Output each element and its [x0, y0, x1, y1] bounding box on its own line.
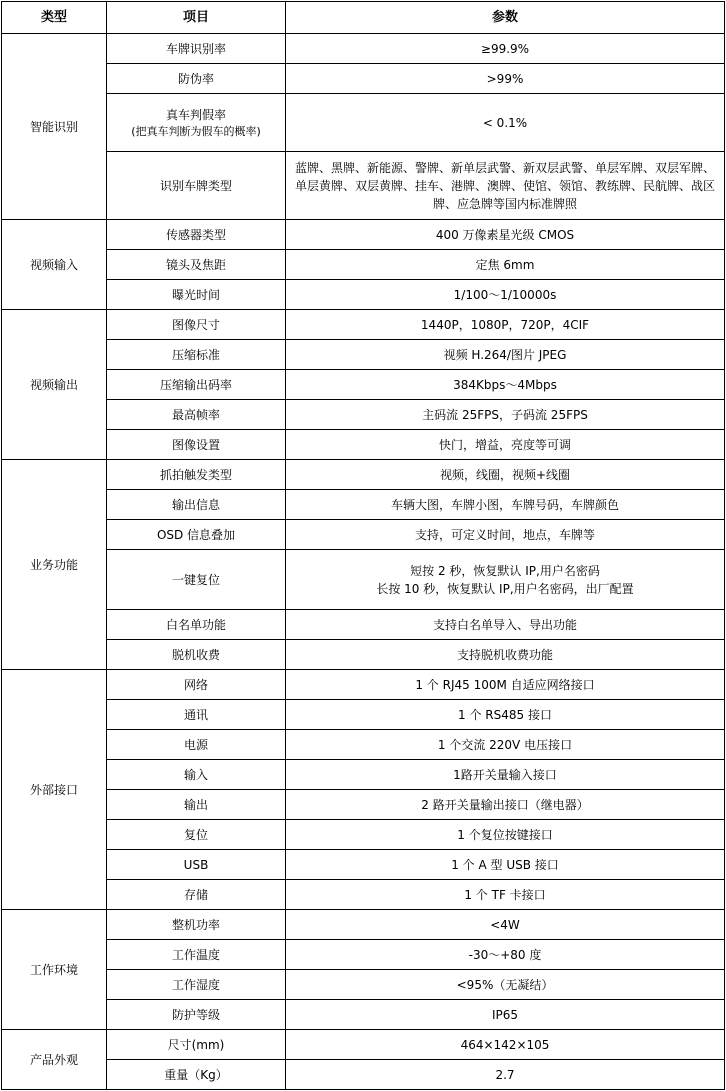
table-row	[2, 610, 725, 640]
item-cell: 重量（Kg）	[107, 1060, 286, 1090]
value-cell: 2.7	[286, 1060, 725, 1090]
table-row	[2, 220, 725, 250]
value-cell: 视频，线圈，视频+线圈	[286, 460, 725, 490]
table-row	[2, 64, 725, 94]
value-cell: 1 个 RJ45 100M 自适应网络接口	[286, 670, 725, 700]
item-cell: 脱机收费	[107, 640, 286, 670]
table-row	[2, 670, 725, 700]
item-cell: 网络	[107, 670, 286, 700]
item-cell: 防护等级	[107, 1000, 286, 1030]
table-row	[2, 490, 725, 520]
item-cell: 图像尺寸	[107, 310, 286, 340]
value-cell: <95%（无凝结）	[286, 970, 725, 1000]
category-cell: 外部接口	[2, 670, 107, 910]
item-cell: 复位	[107, 820, 286, 850]
item-note: (把真车判断为假车的概率)	[131, 124, 261, 138]
item-cell: 压缩输出码率	[107, 370, 286, 400]
item-cell: 输入	[107, 760, 286, 790]
item-cell: 工作温度	[107, 940, 286, 970]
table-row	[2, 152, 725, 220]
value-cell: 464×142×105	[286, 1030, 725, 1060]
table-row	[2, 880, 725, 910]
value-cell: 2 路开关量输出接口（继电器）	[286, 790, 725, 820]
category-cell: 视频输入	[2, 220, 107, 310]
item-cell: 尺寸(mm)	[107, 1030, 286, 1060]
table-row	[2, 250, 725, 280]
value-cell: 1 个 TF 卡接口	[286, 880, 725, 910]
value-cell: < 0.1%	[286, 94, 725, 152]
value-cell: 支持，可定义时间，地点，车牌等	[286, 520, 725, 550]
value-cell: 视频 H.264/图片 JPEG	[286, 340, 725, 370]
item-cell: 存储	[107, 880, 286, 910]
value-cell: 1440P，1080P，720P，4CIF	[286, 310, 725, 340]
spec-table	[1, 1, 725, 1090]
item-cell: 输出	[107, 790, 286, 820]
table-row	[2, 970, 725, 1000]
table-row	[2, 640, 725, 670]
category-cell: 工作环境	[2, 910, 107, 1030]
category-cell: 视频输出	[2, 310, 107, 460]
table-row	[2, 340, 725, 370]
header-type: 类型	[2, 2, 107, 34]
item-cell: 抓拍触发类型	[107, 460, 286, 490]
item-cell: 传感器类型	[107, 220, 286, 250]
value-cell: 支持白名单导入、导出功能	[286, 610, 725, 640]
value-line: 长按 10 秒，恢复默认 IP,用户名密码，出厂配置	[376, 581, 634, 596]
value-cell: >99%	[286, 64, 725, 94]
value-cell-multiline	[286, 550, 725, 610]
value-cell: 1 个复位按键接口	[286, 820, 725, 850]
item-cell: 曝光时间	[107, 280, 286, 310]
value-cell: <4W	[286, 910, 725, 940]
table-row	[2, 700, 725, 730]
table-row	[2, 1030, 725, 1060]
item-label: 真车判假率	[165, 107, 226, 122]
value-cell: 384Kbps～4Mbps	[286, 370, 725, 400]
value-cell: 1 个 RS485 接口	[286, 700, 725, 730]
item-cell: 通讯	[107, 700, 286, 730]
category-cell: 产品外观	[2, 1030, 107, 1090]
value-cell: -30～+80 度	[286, 940, 725, 970]
header-item: 项目	[107, 2, 286, 34]
value-cell: 主码流 25FPS，子码流 25FPS	[286, 400, 725, 430]
table-row	[2, 850, 725, 880]
item-cell: 整机功率	[107, 910, 286, 940]
value-cell: 1 个交流 220V 电压接口	[286, 730, 725, 760]
item-cell: 压缩标准	[107, 340, 286, 370]
table-row	[2, 550, 725, 610]
table-row	[2, 370, 725, 400]
value-cell: ≥99.9%	[286, 34, 725, 64]
table-row	[2, 730, 725, 760]
table-row	[2, 820, 725, 850]
item-cell: 镜头及焦距	[107, 250, 286, 280]
item-cell: 识别车牌类型	[107, 152, 286, 220]
table-row	[2, 94, 725, 152]
item-cell: 电源	[107, 730, 286, 760]
value-cell: 400 万像素星光级 CMOS	[286, 220, 725, 250]
item-cell: OSD 信息叠加	[107, 520, 286, 550]
table-row	[2, 1060, 725, 1090]
item-cell: 图像设置	[107, 430, 286, 460]
value-cell: 1/100～1/10000s	[286, 280, 725, 310]
table-row	[2, 400, 725, 430]
category-cell: 业务功能	[2, 460, 107, 670]
table-row	[2, 1000, 725, 1030]
category-cell: 智能识别	[2, 34, 107, 220]
value-cell: 支持脱机收费功能	[286, 640, 725, 670]
table-row	[2, 760, 725, 790]
item-cell: 输出信息	[107, 490, 286, 520]
item-cell: 最高帧率	[107, 400, 286, 430]
value-cell: IP65	[286, 1000, 725, 1030]
table-row	[2, 940, 725, 970]
table-row	[2, 34, 725, 64]
value-cell: 1路开关量输入接口	[286, 760, 725, 790]
value-cell: 车辆大图，车牌小图，车牌号码，车牌颜色	[286, 490, 725, 520]
table-row	[2, 460, 725, 490]
table-row	[2, 520, 725, 550]
value-line: 短按 2 秒，恢复默认 IP,用户名密码	[410, 563, 600, 578]
table-row	[2, 280, 725, 310]
header-row	[2, 2, 725, 34]
value-cell: 1 个 A 型 USB 接口	[286, 850, 725, 880]
value-cell: 快门，增益，亮度等可调	[286, 430, 725, 460]
item-cell: 一键复位	[107, 550, 286, 610]
item-cell: 车牌识别率	[107, 34, 286, 64]
item-cell: 白名单功能	[107, 610, 286, 640]
item-cell: USB	[107, 850, 286, 880]
table-row	[2, 790, 725, 820]
item-cell: 防伪率	[107, 64, 286, 94]
table-row	[2, 430, 725, 460]
value-cell: 蓝牌、黑牌、新能源、警牌、新单层武警、新双层武警、单层军牌、双层军牌、单层黄牌、双层黄牌、挂车、港牌、澳牌、使馆、领馆、教练牌、民航牌、战区牌、应急牌等国内标准牌照	[286, 152, 725, 220]
value-cell: 定焦 6mm	[286, 250, 725, 280]
header-param: 参数	[286, 2, 725, 34]
table-row	[2, 910, 725, 940]
table-row	[2, 310, 725, 340]
item-cell: 工作湿度	[107, 970, 286, 1000]
item-cell-with-note	[107, 94, 286, 152]
